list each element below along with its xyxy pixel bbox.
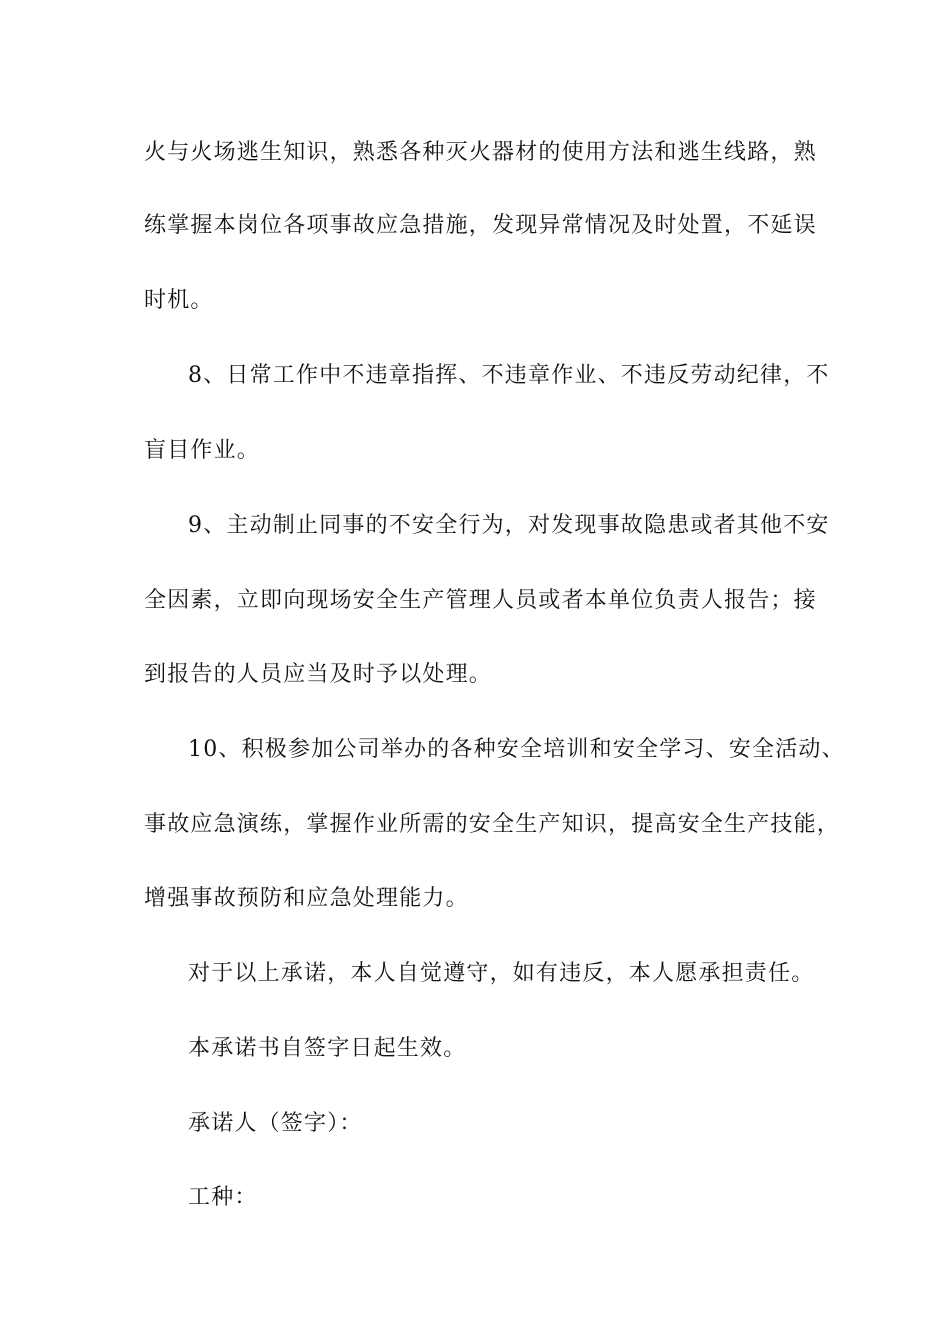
text-line-3: 时机。 [144,288,214,313]
text-line-2: 练掌握本岗位各项事故应急措施，发现异常情况及时处置，不延误 [144,213,817,238]
item-10-line-1: 10、积极参加公司举办的各种安全培训和安全学习、安全活动、 [188,737,845,762]
job-type-label: 工种： [188,1185,258,1210]
item-10-line-2: 事故应急演练，掌握作业所需的安全生产知识，提高安全生产技能， [144,812,841,837]
commitment-statement: 对于以上承诺，本人自觉遵守，如有违反，本人愿承担责任。 [188,961,815,986]
signer-label: 承诺人（签字）： [188,1111,363,1136]
item-9-line-2: 全因素，立即向现场安全生产管理人员或者本单位负责人报告；接 [144,588,817,613]
item-8-line-2: 盲目作业。 [144,438,261,463]
item-9-line-1: 9、主动制止同事的不安全行为，对发现事故隐患或者其他不安 [188,513,830,538]
item-10-line-3: 增强事故预防和应急处理能力。 [144,886,469,911]
item-8-line-1: 8、日常工作中不违章指挥、不违章作业、不违反劳动纪律，不 [188,363,830,388]
text-line-1: 火与火场逃生知识，熟悉各种灭火器材的使用方法和逃生线路，熟 [144,140,817,165]
item-9-line-3: 到报告的人员应当及时予以处理。 [144,662,493,687]
effective-statement: 本承诺书自签字日起生效。 [188,1036,467,1061]
